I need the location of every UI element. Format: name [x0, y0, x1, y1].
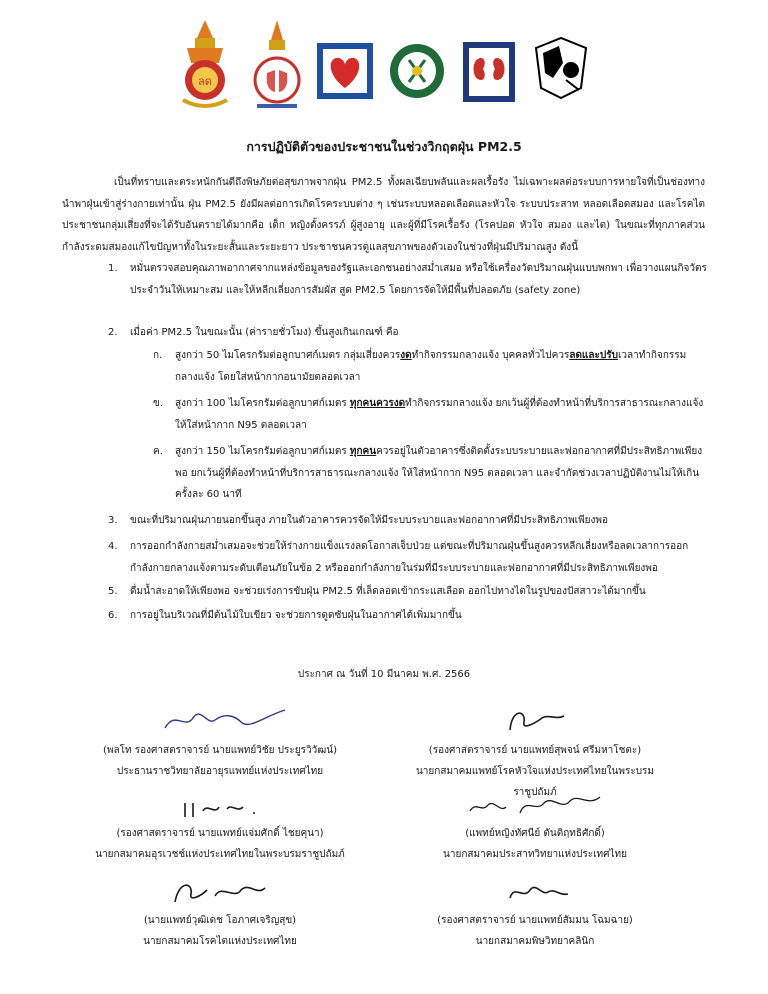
signature-icon: [460, 700, 610, 740]
item-number: 1.: [108, 263, 118, 274]
signatory-name: (นายแพทย์วุฒิเดช โอภาศเจริญสุข): [143, 915, 297, 926]
item-number: 5.: [108, 586, 118, 597]
svg-text:ลด: ลด: [198, 75, 212, 88]
signature-icon: [460, 870, 610, 910]
document-title: การปฏิบัติตัวของประชาชนในช่วงวิกฤตฝุ่น PM2.5: [246, 139, 522, 154]
logo-row: [175, 18, 615, 118]
signatory-position: นายกสมาคมพิษวิทยาคลินิก: [475, 936, 595, 947]
sub-item-text: สูงกว่า 100 ไมโครกรัมต่อลูกบาศก์เมตร ทุกคนควรงดทำกิจกรรมกลางแจ้ง ยกเว้นผู้ที่ต้องทำหน้าที่บริการสาธารณะกลางแจ้งให้ใส่หน้ากาก N95 ตลอดเวลา: [175, 398, 704, 431]
nephrology-society-logo-icon: [459, 18, 519, 113]
signatory-position: ประธานราชวิทยาลัยอายุรแพทย์แห่งประเทศไทย: [116, 766, 324, 777]
neurology-society-logo-icon: [387, 18, 447, 113]
sub-item-number: ก.: [153, 350, 163, 361]
sub-item-text: สูงกว่า 50 ไมโครกรัมต่อลูกบาศก์เมตร กลุ่มเสี่ยงควรงดทำกิจกรรมกลางแจ้ง บุคคลทั่วไปควรลดและปรับเวลาทำกิจกรรมกลางแจ้ง โดยใส่หน้ากากอนามัยตลอดเวลา: [175, 350, 687, 383]
rcp-thailand-logo-icon: [175, 18, 235, 113]
signatory-position: นายกสมาคมอุรเวชช์แห่งประเทศไทยในพระบรมราชูปถัมภ์: [95, 849, 345, 860]
item-number: 3.: [108, 515, 118, 526]
signatory-name: (รองศาสตราจารย์ นายแพทย์สัมมน โฉมฉาย): [437, 915, 633, 926]
signatory-position: นายกสมาคมโรคไตแห่งประเทศไทย: [143, 936, 297, 947]
signatory-name: (รองศาสตราจารย์ นายแพทย์สุพจน์ ศรีมหาโชตะ): [428, 745, 642, 756]
item-text: การออกกำลังกายสม่ำเสมอจะช่วยให้ร่างกายแข็งแรงลดโอกาสเจ็บป่วย แต่ขณะที่ปริมาณฝุ่นขึ้นสูงควรหลีกเลี่ยงหรือลดเวลาการออกกำลังกายกลางแจ้งตามระดับเตือนภัยในข้อ 2 หรือออกกำลังกายในร่มที่มีระบบระบายและฟอกอากาศที่มีประสิทธิภาพเพียงพอ: [130, 541, 689, 574]
signature-block: [80, 783, 360, 865]
signatory-name: (แพทย์หญิงทัศนีย์ ตันติฤทธิศักดิ์): [465, 828, 605, 839]
announcement-date: ประกาศ ณ วันที่ 10 มีนาคม พ.ศ. 2566: [297, 669, 471, 680]
item-number: 4.: [108, 541, 118, 552]
signatory-position: นายกสมาคมแพทย์โรคหัวใจแห่งประเทศไทยในพระบรมราชูปถัมภ์: [415, 766, 655, 798]
item-number: 6.: [108, 610, 118, 621]
sub-item-number: ค.: [153, 446, 163, 457]
intro-paragraph: [62, 172, 705, 258]
item-text: เมื่อค่า PM2.5 ในขณะนั้น (ค่ารายชั่วโมง) ขึ้นสูงเกินเกณฑ์ คือ: [130, 327, 399, 338]
signatory-name: (พลโท รองศาสตราจารย์ นายแพทย์วิชัย ประยูรวิวัฒน์): [102, 745, 337, 756]
intro-text: เป็นที่ทราบและตระหนักกันดีถึงพิษภัยต่อสุขภาพจากฝุ่น PM2.5 ทั้งผลเฉียบพลันและผลเรื้อรัง ไม่เฉพาะผลต่อระบบการหายใจที่เป็นช่องทางนำพาฝุ่นเข้าสู่ร่างกายเท่านั้น ฝุ่น PM2.5 ยังมีผลต่อการเกิดโรคระบบต่าง ๆ เช่นระบบหลอดเลือดและหัวใจ ระบบประสาท หลอดเลือดสมอง และโรคไต ประชาชนกลุ่มเสี่ยงที่จะได้รับอันตรายได้มากคือ เด็ก หญิงตั้งครรภ์ ผู้สูงอายุ และผู้ที่มีโรคเรื้อรัง (โรคปอด หัวใจ สมอง และไต) ในขณะที่ทุกภาคส่วนกำลังระดมสมองแก้ไขปัญหาทั้งในระยะสั้นและระยะยาว ประชาชนควรดูแลสุขภาพของตัวเองในช่วงที่ฝุ่นมีปริมาณสูง ดังนี้: [62, 177, 705, 253]
sub-item-number: ข.: [153, 398, 164, 409]
item-text: ขณะที่ปริมาณฝุ่นภายนอกขึ้นสูง ภายในตัวอาคารควรจัดให้มีระบบระบายและฟอกอากาศที่มีประสิทธิภาพเพียงพอ: [130, 515, 609, 526]
signature-icon: [145, 870, 295, 910]
item-number: 2.: [108, 327, 118, 338]
sub-item-text: สูงกว่า 150 ไมโครกรัมต่อลูกบาศก์เมตร ทุกคนควรอยู่ในตัวอาคารซึ่งติดตั้งระบบระบายและฟอกอากาศที่มีประสิทธิภาพเพียงพอ ยกเว้นผู้ที่ต้องทำหน้าที่บริการสาธารณะกลางแจ้ง ให้ใส่หน้ากาก N95 ตลอดเวลา และจำกัดช่วงเวลาปฏิบัติงานไม่ให้เกินครั้งละ 60 นาที: [175, 446, 703, 500]
item-text: ดื่มน้ำสะอาดให้เพียงพอ จะช่วยเร่งการขับฝุ่น PM2.5 ที่เล็ดลอดเข้ากระแสเลือด ออกไปทางไตในรูปของปัสสาวะได้มากขึ้น: [130, 586, 646, 597]
signature-block: [80, 870, 360, 952]
thoracic-society-logo-icon: [247, 18, 307, 113]
heart-association-logo-icon: [315, 18, 375, 113]
signature-block: [395, 783, 675, 865]
signatory-name: (รองศาสตราจารย์ นายแพทย์แจ่มศักดิ์ ไชยคุนา): [116, 828, 324, 839]
signatory-position: นายกสมาคมประสาทวิทยาแห่งประเทศไทย: [443, 849, 627, 860]
signature-icon: [145, 700, 295, 740]
item-text: หมั่นตรวจสอบคุณภาพอากาศจากแหล่งข้อมูลของรัฐและเอกชนอย่างสม่ำเสมอ หรือใช้เครื่องวัดปริมาณฝุ่นแบบพกพา เพื่อวางแผนกิจวัตรประจำวันให้เหมาะสม และให้หลีกเลี่ยงการสัมผัส สูด PM2.5 โดยการจัดให้มีพื้นที่ปลอดภัย (safety zone): [130, 263, 707, 296]
signature-block: [395, 870, 675, 952]
signature-block: [80, 700, 360, 782]
pathology-association-logo-icon: [531, 18, 591, 113]
signature-icon: [450, 783, 620, 823]
signature-icon: [145, 783, 295, 823]
item-text: การอยู่ในบริเวณที่มีต้นไม้ใบเขียว จะช่วยการดูดซับฝุ่นในอากาศได้เพิ่มมากขึ้น: [130, 610, 462, 621]
